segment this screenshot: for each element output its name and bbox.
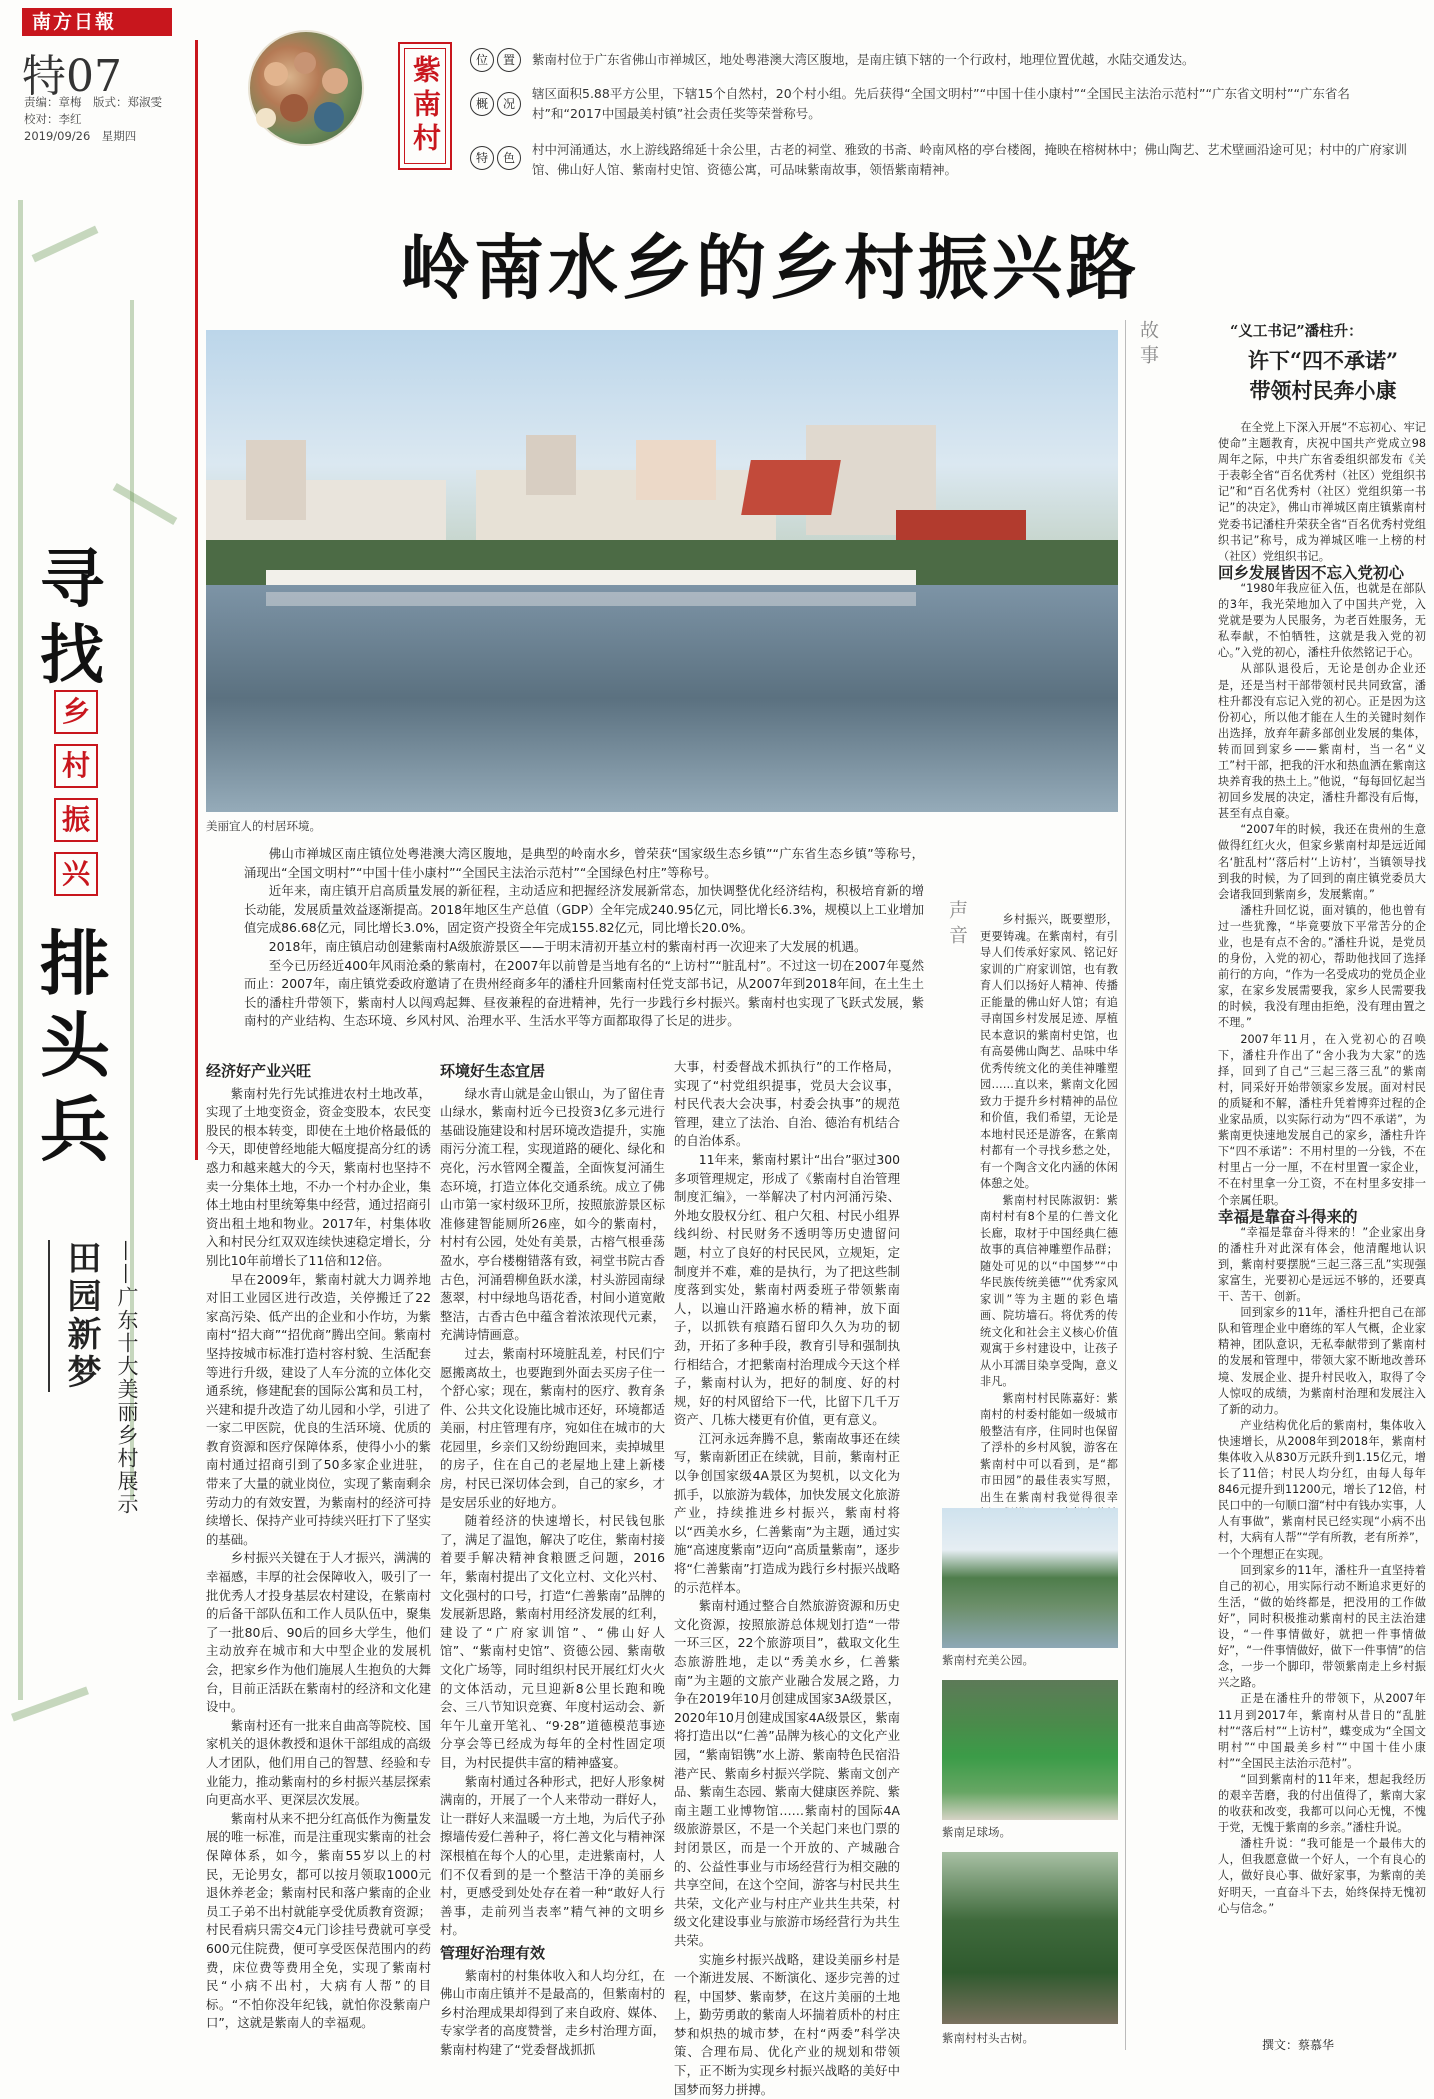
side-char-4: 头 [40,1004,110,1087]
location-text: 紫南村位于广东省佛山市禅城区，地处粤港澳大湾区腹地，是南庄镇下辖的一个行政村，地理位置优越，水陆交通发达。 [532,52,1195,67]
section-environment-heading: 环境好生态宜居 [440,1062,546,1080]
series-subtitle: ——广东十大美丽乡村展示 [115,1240,139,1516]
story-section-2: 幸福是靠奋斗得来的 [1218,1206,1358,1226]
village-name-box [398,42,452,170]
side-boxed-2: 村 [54,744,98,788]
byline: 撰文：蔡慕华 [1262,2038,1335,2052]
column-separator [1125,320,1126,2050]
overview-tag: 概 况 [470,92,526,116]
feature-tag: 特 色 [470,146,526,170]
story-section-1: 回乡发展皆因不忘入党初心 [1218,562,1405,582]
main-village-photo [206,330,1118,812]
story-body: 在全党上下深入开展“不忘初心、牢记使命”主题教育，庆祝中国共产党成立98周年之际，中共广东省委组织部发布《关于表彰全省“百名优秀村（社区）党组织书记”和“百名优秀村（社区）党组织第一书记”的决定》，佛山市禅城区南庄镇紫南村党委书记潘柱升荣获全省“百名优秀村党组织书记”称号，成为禅城区唯一上榜的村（社区）党组织书记。 回乡发展皆因不忘入党初心 “1980年我应征入伍，也就是在部队的3年，我光荣地加入了中国共产党，入党就是要为人民服务，为老百姓服务，无私奉献，不怕牺牲，这就是我入党的初心。”入党的初心，潘柱升依然铭记于心。 从部队退役后，无论是创办企业还是，还是当村干部带领村民共同致富，潘柱升都没有忘记入党的初心。正是因为这份初心，所以他才能在人生的关键时刻作出选择，放弃年薪多部创业发展的集体，转而回到家乡——紫南村，当一名“义工”村干部，把我的汗水和热血洒在紫南这块养育我的热土上。”他说，“每每回忆起当初回乡发展的决定，潘柱升都没有后悔，甚至有点自豪。 “2007年的时候，我还在贵州的生意做得红红火火，但家乡紫南村却是远近闻名‘脏乱村’‘落后村’‘上访村’，当镇领导找到我的时候，为了回到的南庄镇党委员大会诸我回到紫南乡，发展紫南。” 潘柱升回忆说，面对镇的，他也曾有过一些犹豫，“毕竟要放下平常苦分的企业，也是有点不舍的。”潘柱升说，是党员的身份，入党的初心，帮助他找回了选择前行的方向，“作为一名受成功的党员企业家，在家乡发展需要我，家乡人民需要我的时候，我没有理由拒绝，没有理由置之不理。” 2007年11月，在入党初心的召唤下，潘柱升作出了“舍小我为大家”的选择，回到了自己“三起三落三乱”的紫南村，同采好开始带领家乡发展。面对村民的质疑和不解，潘柱升凭着博弈过程的企业家品质，以实际行动为“四不承诺”，为紫南更快速地发展自己的家乡，潘柱升许下“四不承诺”：不用村里的一分钱，不在村里占一分一厘，不在村里置一家企业，不在村里拿一分工资，不在村里多安排一个亲属任职。 幸福是靠奋斗得来的 “幸福是靠奋斗得来的！”企业家出身的潘柱升对此深有体会，他清醒地认识到，紫南村要摆脱“三起三落三乱”实现强家富生，光要初心是远远不够的，还要真干、苦干、创新。 回到家乡的11年，潘柱升把自己在部队和管理企业中磨练的军人气概，企业家精神，团队意识，无私奉献带到了紫南村的发展和管理中，带领大家不断地改善环境、发展企业、提升村民收入，取得了令人惊叹的成绩，为紫南村治理和发展注入了新的动力。 产业结构优化后的紫南村，集体收入快速增长，从2008年到2018年，紫南村集体收入从830万元跃升到1.15亿元，增长了11倍；村民人均分红，由每人每年846元提升到11200元，增长了12倍，村民口中的一句顺口溜“村中有钱办实事，人人有事做”，紫南村民已经实现“小病不出村，大病有人帮”“学有所教，老有所养”，一个个理想正在实现。 回到家乡的11年，潘柱升一直坚持着自己的初心，用实际行动不断追求更好的生活，“做的始终都是，把没用的工作做好”，同时积极推动紫南村的民主法治建设，“一件事情做好，就把一件事情做好”，“一件事情做好，做下一件事情”的信念，一步一个脚印，带领紫南走上乡村振兴之路。 正是在潘柱升的带领下，从2007年11月到2017年，紫南村从昔日的“乱脏村”“落后村”“上访村”，蝶变成为“全国文明村”“中国最美乡村”“中国十佳小康村”“全国民主法治示范村”。 “回到紫南村的11年来，想起我经历的艰辛苦磨，我的付出值得了，紫南大家的收获和改变，我都可以问心无愧，不愧于党，无愧于紫南的乡亲。”潘柱升说。 潘柱升说：“我可能是一个最伟大的人，但我愿意做一个好人，一个有良心的人，做好良心事、做好家事，为紫南的美好明天，一直奋斗下去，始终保持无愧初心与信念。” [1218,421,1426,1915]
side-char-5: 兵 [40,1088,110,1171]
series-title: 田园新梦 [48,1240,106,1392]
side-char-1: 寻 [40,542,104,617]
village-round-photo [248,30,364,146]
story-kicker: “义工书记”潘柱升： [1230,323,1363,340]
field-caption: 紫南足球场。 [942,1825,1011,1839]
column-environment: 环境好生态宜居 绿水青山就是金山银山，为了留住青山绿水，紫南村近今已投资3亿多元进行基础设施建设和村居环境改造提升，实施雨污分流工程，实现道路的硬化、绿化和亮化，污水管网全覆盖，全面恢复河涌生态环境，打造立体化交通系统。成立了佛山市第一家村级环卫所，按照旅游景区标准修建智能厕所26座，如今的紫南村，村村有公园，处处有美景，古榕气根垂荡盈水，亭台楼榭错落有致，祠堂书院古香古色，河涌碧柳鱼跃水漾，村头游园南绿葱翠，村中绿地鸟语花香，村间小道宽敞整洁，古香古色中蕴含着浓浓现代元素，充满诗情画意。 过去，紫南村环境脏乱差，村民们宁愿搬离故土，也要跑到外面去买房子住一个舒心家；现在，紫南村的医疗、教育条件、公共文化设施比城市还好，环境都适美丽，村庄管理有序，宛如住在城市的大花园里，乡亲们又纷纷跑回来，卖掉城里的房子，住在自己的老屋地上建上新楼房，村民已深切体会到，自己的家乡，才是安居乐业的好地方。 随着经济的快速增长，村民钱包胀了，满足了温饱，解决了吃住，紫南村接着要手解决精神食粮匮乏问题，2016年，紫南村提出了文化立村、文化兴村、文化强村的口号，打造“仁善紫南”品牌的发展新思路，紫南村用经济发展的红利，建设了“广府家训馆”、“佛山好人馆”、“紫南村史馆”、资德公园、紫南敬文化广场等，同时组织村民开展红灯火火的文体活动，元旦迎新8公里长跑和晚会、三八节知识竞赛、年度村运动会、新年午儿童开笔礼、“9·28”道德模范事迹分享会等已经成为每年的全村性固定项目，为村民提供丰富的精神盛宴。 紫南村通过各种形式，把好人形象树满南的，开展了一个人来带动一群好人，让一群好人来温暖一方土地，为后代子孙擦墙传爱仁善种子，将仁善文化与精神深深根植在每个人的心里，走进紫南村，人们不仅看到的是一个整洁干净的美丽乡村，更感受到处处存在着一种“敢好人行善事，走前列当表率”精气神的文明乡村。 管理好治理有效 紫南村的村集体收入和人均分红，在佛山市南庄镇并不是最高的，但紫南村的乡村治理成果却得到了来自政府、媒体、专家学者的高度赞誉，走乡村治理方面，紫南村构建了“党委督战抓抓 [440,1062,665,2057]
label-story: 故事 [1137,320,1159,370]
village-name: 紫南村 [404,48,446,164]
voice-quotes: 乡村振兴，既要塑形，更要铸魂。在紫南村，有引导人们传承好家风、铭记好家训的广府家训馆，也有教育人们以扬好人精神、传播正能量的佛山好人馆；有追寻南国乡村发展足迹、厚植民本意识的紫南村史馆，也有高晏佛山陶艺、品味中华优秀传统文化的美佳神雕塑园……直以来，紫南文化园致力于提升乡村精神的品位和价值，我们希望，无论是本地村民还是游客，在紫南村都有一个寻找乡愁之处，有一个陶含文化内涵的休闲体憩之处。 紫南村村民陈淑钥：紫南村村有8个星的仁善文化长廊，取材于中国经典仁德故事的真信神雕塑作品群；随处可见的以“中国梦”“中华民族传统美德”“优秀家风家训”等为主题的彩色墙画、院坊墙石。将优秀的传统文化和社会主义核心价值观寓于乡村建设中，让孩子从小耳濡目染享受陶，意义非凡。 紫南村村民陈嘉好：紫南村的村委村能如一级城市般整洁有序，住同时也保留了浮朴的乡村风貌，游客在紫南村中可以看到，是“都市田园”的最佳表实写照，出生在紫南村我觉得很幸 [980,912,1118,1492]
overview-text: 辖区面积5.88平方公里，下辖15个自然村，20个村小组。先后获得“全国文明村”“中国十佳小康村”“全国民主法治示范村”“广东省文明村”“广东省名村”和“2017中国最美村镇”社会责任奖等荣誉称号。 [532,86,1350,121]
intro-text: 佛山市禅城区南庄镇位处粤港澳大湾区腹地，是典型的岭南水乡，曾荣获“国家级生态乡镇”“广东省生态乡镇”等称号，涌现出“全国文明村”“中国十佳小康村”“全国民主法治示范村”“全国绿色村庄”等称号。 近年来，南庄镇开启高质量发展的新征程，主动适应和把握经济发展新常态，加快调整优化经济结构，积极培育新的增长动能，发展质量效益逐渐提高。2018年地区生产总值（GDP）全年完成240.95亿元，同比增长6.3%，规模以上工业增加值完成86.68亿元，同比增长3.0%，固定资产投资全年完成155.82亿元，同比增长20.0%。 2018年，南庄镇启动创建紫南村A级旅游景区——于明末清初开基立村的紫南村再一次迎来了大发展的机遇。 至今已历经近400年风雨沧桑的紫南村，在2007年以前曾是当地有名的“上访村”“脏乱村”。不过这一切在2007年戛然而止：2007年，南庄镇党委政府邀请了在贵州经商多年的潘柱升回紫南村任党支部书记，从2007年到2018年间，在土生土长的潘柱升带领下，紫南村人以闯鸡起舞、昼夜兼程的奋进精神，先行一步践行乡村振兴。紫南村也实现了飞跃式发展，紫南村的产业结构、生态环境、乡风村风、治理水平、生活水平等方面都取得了长足的进步。 [244,846,924,1029]
headline: 岭南水乡的乡村振兴路 [400,226,1140,309]
side-char-3: 排 [40,922,110,1005]
proof-line: 校对：李红 [24,112,82,126]
page-meta [24,94,194,145]
page-num: 07 [66,51,122,102]
section-economy-heading: 经济好产业兴旺 [206,1062,312,1080]
park-photo [942,1508,1118,1648]
old-tree-photo [942,1852,1118,2024]
location-tag: 位 置 [470,48,526,72]
label-voice: 声音 [946,900,968,950]
side-boxed-3: 振 [54,798,98,842]
section-governance-heading: 管理好治理有效 [440,1943,546,1962]
side-boxed-4: 兴 [54,852,98,896]
page-prefix: 特 [22,51,66,102]
feature-text: 村中河涌通达，水上游线路绵延十余公里，古老的祠堂、雅致的书斋、岭南风格的亭台楼阁，掩映在榕树林中；佛山陶艺、艺术壁画沿途可见；村中的广府家训馆、佛山好人馆、紫南村史馆、资德公寓，可品味紫南故事，领悟紫南精神。 [532,142,1408,177]
red-vertical-rule [195,40,198,1160]
date-line: 2019/09/26 星期四 [24,129,137,143]
newspaper-masthead: 南方日報 [22,8,172,36]
side-boxed-1: 乡 [54,690,98,734]
main-photo-caption: 美丽宜人的村居环境。 [206,819,321,833]
football-field-photo [942,1680,1118,1820]
tree-caption: 紫南村村头古树。 [942,2031,1034,2045]
story-title: 许下“四不承诺” 带领村民奔小康 [1247,348,1399,403]
editor-line: 责编：章梅 版式：郑淑雯 [24,95,162,109]
side-char-2: 找 [40,618,104,693]
column-economy: 经济好产业兴旺 紫南村先行先试推进农村土地改革，实现了土地变资金，资金变股本，农民变股民的根本转变，即使在土地价格最低的今天，即使曾经地能大幅度提高分红的诱惑力和越来越大的今天，紫南村也坚持不卖一分集体土地，不办一个村办企业，集体土地由村里统筹集中经营，通过招商引资出租土地和物业。2017年，村集体收入和村民分红双双连续快速稳定增长，分别比10年前增长了11倍和12倍。 早在2009年，紫南村就大力调养地对旧工业园区进行改造，关停搬迁了22家高污染、低产出的企业和小作坊，为紫南村“招大商”“招优商”腾出空间。紫南村坚持按城市标准打造村容村貌、生活配套等进行升级，建设了人车分流的立体化交通系统，修建配套的国际公寓和员工村，兴建和提升改造了幼儿园和小学，引进了一家二甲医院，优良的生活环境、优质的教育资源和医疗保障体系，使得小小的紫南村通过招商引到了50多家企业进驻，带来了大量的就业岗位，实现了紫南剩余劳动力的有效安置，为紫南村的经济可持续增长、保持产业可持续兴旺打下了坚实的基础。 乡村振兴关键在于人才振兴，满满的幸福感，丰厚的社会保障收入，吸引了一批优秀人才投身基层农村建设，在紫南村的后备干部队伍和工作人员队伍中，聚集了一批80后、90后的回乡大学生，他们主动放弃在城市和大中型企业的发展机会，把家乡作为他们施展人生抱负的大舞台，目前正活跃在紫南村的经济和文化建设中。 紫南村还有一批来自曲高等院校、国家机关的退休教授和退休干部组成的高级人才团队，他们用自己的智慧、经验和专业能力，推动紫南村的乡村振兴基层探索向更高水平、更深层次发展。 紫南村从来不把分红高低作为衡量发展的唯一标准，而是注重现实紫南的社会保障体系，如今，紫南55岁以上的村民，无论男女，都可以按月领取1000元退休养老金；紫南村民和落户紫南的企业员工子弟不出村就能享受优质教育资源；村民看病只需交4元门诊挂号费就可享受600元住院费，便可享受医保范围内的药费，床位费等费用全免，实现了紫南村民“小病不出村，大病有人帮”的目标。“不怕你没年纪钱，就怕你没紫南户口”，这就是紫南人的幸福观。 [206,1062,431,2031]
column-governance: 大事，村委督战术抓执行”的工作格局，实现了“村党组织提事，党员大会议事，村民代表大会决事，村委会执事”的规范管理，建立了法治、自治、德治有机结合的自治体系。 11年来，紫南村累计“出台”驱过300多项管理规定，形成了《紫南村自治管理制度汇编》，一举解决了村内河涌污染、外地女股权分红、租户欠租、村民小组界线纠纷、村民财务不透明等历史遗留问题，村立了良好的村民民风，立规矩，定制度并不难，难的是执行，为了把这些制度落到实处，紫南村两委班子带领紫南人，以遍山汗路遍水桥的精神，放下面子，以抓铁有痕踏石留印久久为功的韧劲，开拓了多种手段，教育引导和强制执行相结合，才把紫南村治理成今天这个样子，紫南村认为，把好的制度、好的村规，好的村风留给下一代，比留下几千万资产、几栋大楼更有价值，更有意义。 江河永远奔腾不息，紫南故事还在续写，紫南新团正在续就，目前，紫南村正以争创国家级4A景区为契机，以文化为抓手，以旅游为载体，加快发展文化旅游产业，持续推进乡村振兴，紫南村将以“西美水乡，仁善紫南”为主题，通过实施“高速度紫南”迈向“高质量紫南”，逐步将“仁善紫南”打造成为践行乡村振兴战略的示范样本。 紫南村通过整合自然旅游资源和历史文化资源，按照旅游总体规划打造“一带一环三区，22个旅游项目”，截取文化生态旅游胜地，走以“秀美水乡，仁善紫南”为主题的文旅产业融合发展之路，力争在2019年10月创建成国家3A级景区，2020年10月创建成国家4A级景区，紫南将打造出以“仁善”品牌为核心的文化产业园，“紫南铝镌”水上游、紫南特色民宿沿港产民、紫南乡村振兴学院、紫南文创产品、紫南生态园、紫南大健康医养院、紫南主题工业博物馆……紫南村的国际4A级旅游景区，不是一个关起门来也门票的封闭景区，而是一个开放的、产城融合的、公益性事业与市场经营行为相交融的共享空间，在这个空间，游客与村民共生共荣，文化产业与村庄产业共生共荣，村级文化建设事业与旅游市场经营行为共生共荣。 实施乡村振兴战略，建设美丽乡村是一个渐进发展、不断演化、逐步完善的过程，中国梦、紫南梦，在这片美丽的土地上，勤劳勇敢的紫南人坏揣着质朴的村庄梦和炽热的城市梦，在村“两委”科学决策、合理布局、优化产业的规划和带领下，正不断为实现乡村振兴战略的美好中国梦而努力拼搏。 [674,1059,900,2097]
park-caption: 紫南村充美公园。 [942,1653,1034,1667]
